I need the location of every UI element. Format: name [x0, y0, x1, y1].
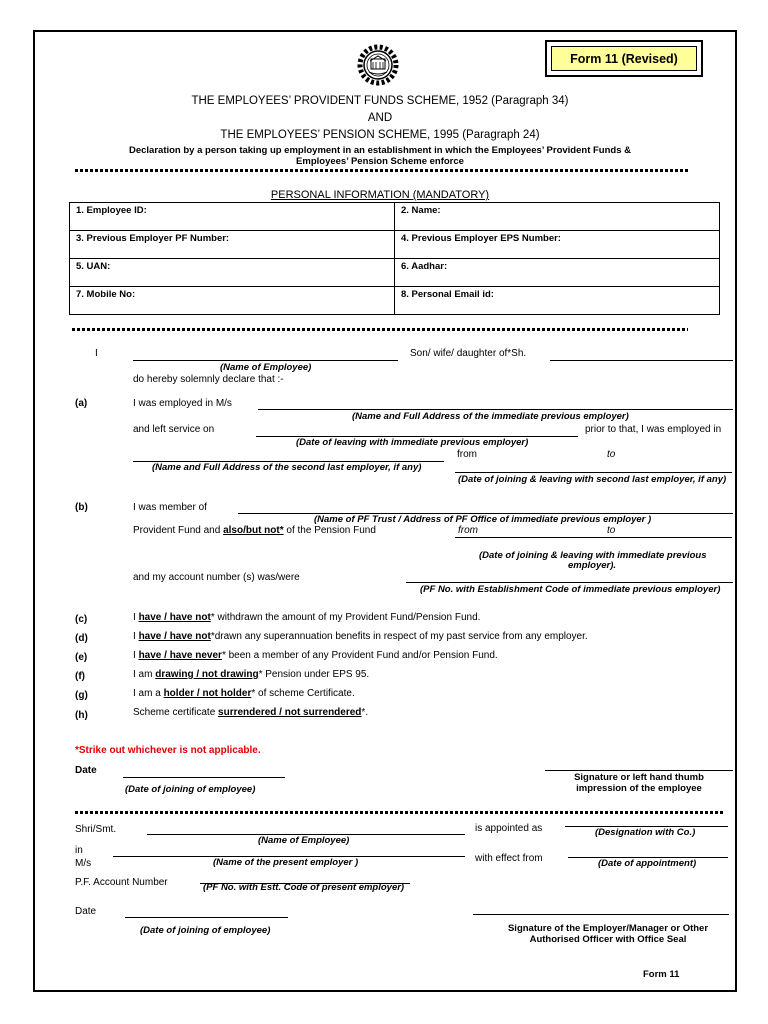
also-but-not-choice[interactable]: also/but not*: [223, 525, 284, 536]
item-c-text: [133, 612, 480, 623]
caption-name-of-employee: (Name of Employee): [220, 362, 312, 373]
personal-info-heading: PERSONAL INFORMATION (MANDATORY): [270, 189, 490, 201]
declarant-pronoun: I: [95, 348, 98, 359]
caption-date-joining: (Date of joining of employee): [125, 784, 256, 795]
item-text-pre: I am a: [133, 688, 164, 699]
relation-label: Son/ wife/ daughter of*Sh.: [410, 348, 527, 359]
from-label: from: [457, 449, 477, 460]
caption-joining-date: (Date of joining of employee): [140, 925, 271, 936]
previous-pf-number-field[interactable]: 3. Previous Employer PF Number:: [70, 231, 395, 259]
member-of-text: I was member of: [133, 502, 207, 513]
joining-date-line[interactable]: [125, 917, 288, 918]
item-text-post: *drawn any superannuation benefits in respect of my past service from any employer.: [210, 631, 588, 642]
caption-pf-trust: (Name of PF Trust / Address of PF Office of immediate previous employer ): [314, 514, 652, 525]
item-c-choice[interactable]: have / have not: [138, 612, 211, 623]
account-number-text: and my account number (s) was/were: [133, 572, 300, 583]
form-badge: [545, 40, 703, 77]
uan-field[interactable]: 5. UAN:: [70, 259, 395, 287]
declaration-line-2: Employees’ Pension Scheme enforce: [296, 156, 464, 167]
caption-date-leaving: (Date of leaving with immediate previous employer): [296, 437, 529, 448]
item-text-pre: Scheme certificate: [133, 707, 219, 718]
second-last-dates-line[interactable]: [455, 472, 732, 473]
account-number-line[interactable]: [406, 582, 733, 583]
employed-in-text: I was employed in M/s: [133, 398, 232, 409]
pf-account-label: P.F. Account Number: [75, 877, 168, 888]
from-label: from: [458, 525, 478, 536]
epfo-emblem-icon: [355, 42, 401, 88]
scheme-title-2: THE EMPLOYEES’ PENSION SCHEME, 1995 (Paragraph 24): [220, 129, 540, 141]
item-text-pre: I am: [133, 669, 156, 680]
item-label-b: (b): [75, 502, 88, 513]
date-label: Date: [75, 906, 97, 917]
table-row: [70, 231, 720, 259]
dotted-separator: [75, 811, 725, 814]
effect-from-text: with effect from: [475, 853, 543, 864]
date-label: Date: [75, 765, 97, 776]
item-label-g: (g): [75, 690, 88, 701]
item-text-pre: I: [133, 612, 139, 623]
in-label: in: [75, 845, 83, 856]
item-h-text: [133, 707, 368, 718]
employer-signature-line[interactable]: [473, 914, 729, 915]
scheme-title-and: AND: [367, 112, 393, 124]
item-d-text: [133, 631, 588, 642]
aadhar-field[interactable]: 6. Aadhar:: [395, 259, 720, 287]
scheme-title-1: THE EMPLOYEES’ PROVIDENT FUNDS SCHEME, 1952 (Paragraph 34): [191, 95, 569, 107]
caption-pf-number: (PF No. with Establishment Code of immediate previous employer): [420, 584, 721, 595]
item-label-d: (d): [75, 633, 88, 644]
appointed-as-text: is appointed as: [475, 823, 543, 834]
left-service-text: and left service on: [133, 424, 215, 435]
ms-label: M/s: [75, 858, 92, 869]
caption-previous-employer: (Name and Full Address of the immediate previous employer): [352, 411, 629, 422]
to-label: to: [607, 525, 616, 536]
item-d-choice[interactable]: have / have not: [138, 631, 211, 642]
name-field[interactable]: 2. Name:: [395, 203, 720, 231]
item-text-post: *.: [361, 707, 369, 718]
declaration-line-1: Declaration by a person taking up employment in an establishment in which the Employees’ Provident Funds &: [128, 145, 631, 156]
item-text-post: * Pension under EPS 95.: [258, 669, 370, 680]
to-label: to: [607, 449, 616, 460]
item-g-choice[interactable]: holder / not holder: [163, 688, 252, 699]
item-label-h: (h): [75, 710, 88, 721]
caption-employee-name: (Name of Employee): [258, 835, 350, 846]
item-text-post: * withdrawn the amount of my Provident Fund/Pension Fund.: [210, 612, 481, 623]
shri-smt-label: Shri/Smt.: [75, 824, 117, 835]
signature-caption-1: Signature or left hand thumb: [574, 772, 704, 783]
pf-dates-line[interactable]: [455, 537, 732, 538]
caption-appointment-date: (Date of appointment): [598, 858, 697, 869]
dotted-separator: [75, 169, 689, 172]
caption-pf-dates-2: employer).: [568, 560, 617, 571]
date-joining-line[interactable]: [123, 777, 285, 778]
item-label-c: (c): [75, 614, 88, 625]
employer-signature-caption-2: Authorised Officer with Office Seal: [529, 934, 687, 945]
previous-employer-line[interactable]: [258, 409, 733, 410]
item-label-a: (a): [75, 398, 88, 409]
item-e-text: [133, 650, 498, 661]
prior-to-text: prior to that, I was employed in: [585, 424, 722, 435]
item-h-choice[interactable]: surrendered / not surrendered: [218, 707, 362, 718]
declare-text: do hereby solemnly declare that :-: [133, 374, 284, 385]
signature-caption-2: impression of the employee: [576, 783, 702, 794]
caption-designation: (Designation with Co.): [595, 827, 696, 838]
mobile-field[interactable]: 7. Mobile No:: [70, 287, 395, 315]
previous-eps-number-field[interactable]: 4. Previous Employer EPS Number:: [395, 231, 720, 259]
personal-info-table: [69, 202, 720, 315]
item-text-pre: I: [133, 650, 139, 661]
strike-out-note: *Strike out whichever is not applicable.: [75, 745, 261, 756]
caption-pf-dates-1: (Date of joining & leaving with immediate previous: [479, 550, 707, 561]
employee-signature-line[interactable]: [545, 770, 733, 771]
footer-form-label: Form 11: [643, 969, 680, 980]
dotted-separator: [72, 328, 688, 331]
table-row: [70, 287, 720, 315]
item-e-choice[interactable]: have / have never: [138, 650, 222, 661]
form-badge-label: Form 11 (Revised): [551, 46, 697, 71]
email-field[interactable]: 8. Personal Email id:: [395, 287, 720, 315]
employee-name-line[interactable]: [133, 360, 398, 361]
pension-fund-text: of the Pension Fund: [283, 525, 376, 536]
caption-second-last-employer: (Name and Full Address of the second last employer, if any): [152, 462, 422, 473]
item-f-text: [133, 669, 369, 680]
item-label-f: (f): [75, 671, 85, 682]
pf-and-text: Provident Fund and: [133, 525, 224, 536]
item-label-e: (e): [75, 652, 88, 663]
caption-pf-account: (PF No. with Estt. Code of present employer): [203, 882, 405, 893]
employee-id-field[interactable]: 1. Employee ID:: [70, 203, 395, 231]
pf-pension-text: [133, 525, 376, 536]
employer-signature-caption-1: Signature of the Employer/Manager or Other: [507, 923, 709, 934]
caption-present-employer: (Name of the present employer ): [213, 857, 359, 868]
item-f-choice[interactable]: drawing / not drawing: [155, 669, 259, 680]
father-name-line[interactable]: [550, 360, 733, 361]
item-text-post: * of scheme Certificate.: [251, 688, 355, 699]
item-text-pre: I: [133, 631, 139, 642]
item-g-text: [133, 688, 355, 699]
item-text-post: * been a member of any Provident Fund and/or Pension Fund.: [221, 650, 498, 661]
table-row: [70, 203, 720, 231]
table-row: [70, 259, 720, 287]
caption-second-last-dates: (Date of joining & leaving with second last employer, if any): [458, 474, 727, 485]
